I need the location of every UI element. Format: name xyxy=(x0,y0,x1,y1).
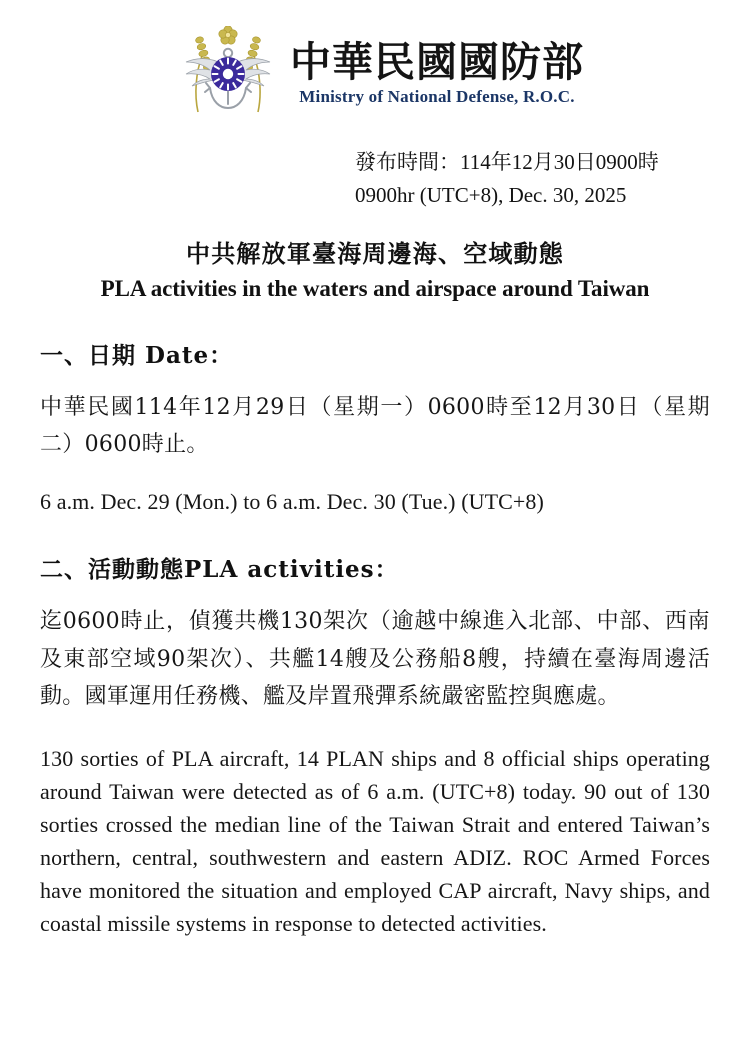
section-activities-paragraph-zh: 迄0600時止，偵獲共機130架次（逾越中線進入北部、中部、西南及東部空域90架次）、共艦14艘及公務船8艘，持續在臺海周邊活動。國軍運用任務機、艦及岸置飛彈系統嚴密監控與應處。 xyxy=(40,609,710,710)
section-activities-paragraph-en: 130 sorties of PLA aircraft, 14 PLAN ships and 8 official ships operating around Taiwan were detected as of 6 a.m. (UTC+8) today. 90 out of 130 sorties crossed the median line of the Taiwan Strait and entered Taiwan’s northern, central, southwestern and eastern ADIZ. ROC Armed Forces have monitored the situation and employed CAP aircraft, Navy ships, and coastal missile systems in response to detected activities. xyxy=(40,745,710,936)
page-title xyxy=(0,238,750,303)
page-title-zh: 中共解放軍臺海周邊海、空域動態 xyxy=(186,239,564,269)
section-date-paragraph-zh: 中華民國114年12月29日（星期一）0600時至12月30日（星期二）0600時止。 xyxy=(40,394,710,457)
masthead xyxy=(0,0,750,120)
release-time-block xyxy=(0,146,750,212)
release-time-zh: 發布時間：114年12月30日0900時 xyxy=(355,150,659,174)
section-date-paragraph-en: 6 a.m. Dec. 29 (Mon.) to 6 a.m. Dec. 30 (Tue.) (UTC+8) xyxy=(40,489,544,515)
section-heading-activities: 二、活動動態PLA activities： xyxy=(40,556,399,584)
masthead-text xyxy=(290,37,584,108)
document-body xyxy=(0,337,750,940)
page-title-en: PLA activities in the waters and airspace around Taiwan xyxy=(100,275,650,301)
release-time-en: 0900hr (UTC+8), Dec. 30, 2025 xyxy=(355,183,627,208)
mnd-emblem-icon xyxy=(176,26,280,120)
org-name-en: Ministry of National Defense, R.O.C. xyxy=(299,87,575,107)
section-heading-date: 一、日期 Date： xyxy=(40,341,234,369)
org-name-zh: 中華民國國防部 xyxy=(290,37,584,86)
